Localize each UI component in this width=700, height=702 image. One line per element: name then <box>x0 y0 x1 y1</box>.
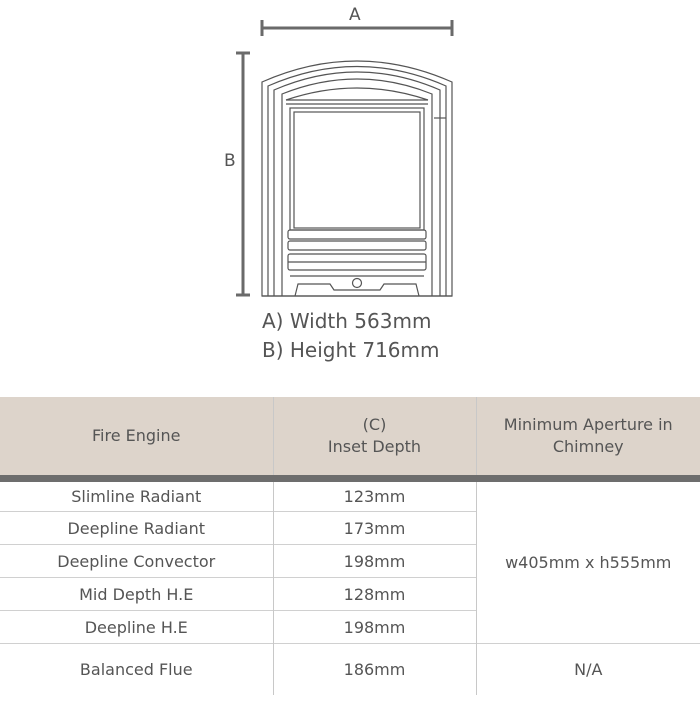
cell-engine: Deepline Convector <box>0 545 273 578</box>
cell-shared-aperture: w405mm x h555mm <box>476 479 700 644</box>
spec-table <box>0 397 700 695</box>
header-aperture-line1: Minimum Aperture in <box>503 415 673 434</box>
cell-engine: Slimline Radiant <box>71 487 202 506</box>
width-dimension: A) Width 563mm <box>262 309 432 333</box>
dimension-line-b <box>236 53 250 295</box>
height-dimension: B) Height 716mm <box>262 338 440 362</box>
cell-depth: 123mm <box>273 479 476 512</box>
header-inset-depth-label: Inset Depth <box>327 437 422 456</box>
header-aperture-line2: Chimney <box>552 437 624 456</box>
cell-depth: 186mm <box>273 644 476 696</box>
cell-engine: Mid Depth H.E <box>0 578 273 611</box>
cell-engine: Deepline H.E <box>0 611 273 644</box>
cell-engine: Balanced Flue <box>0 644 273 696</box>
cell-depth: 128mm <box>273 578 476 611</box>
table-row <box>0 479 700 512</box>
header-fire-engine: Fire Engine <box>0 397 273 479</box>
cell-depth: 198mm <box>273 545 476 578</box>
cell-engine: Deepline Radiant <box>0 512 273 545</box>
table-header-row <box>0 397 700 479</box>
header-inset-depth-code: (C) <box>362 415 387 434</box>
fireplace-frame <box>262 61 452 296</box>
header-min-aperture <box>476 397 700 479</box>
header-inset-depth <box>273 397 476 479</box>
label-a: A <box>349 5 361 25</box>
cell-aperture: N/A <box>476 644 700 696</box>
cell-depth: 198mm <box>273 611 476 644</box>
dimensions-text <box>262 307 440 365</box>
fireplace-drawing <box>0 0 700 310</box>
label-b: B <box>224 151 236 171</box>
cell-depth: 173mm <box>273 512 476 545</box>
table-row <box>0 644 700 696</box>
